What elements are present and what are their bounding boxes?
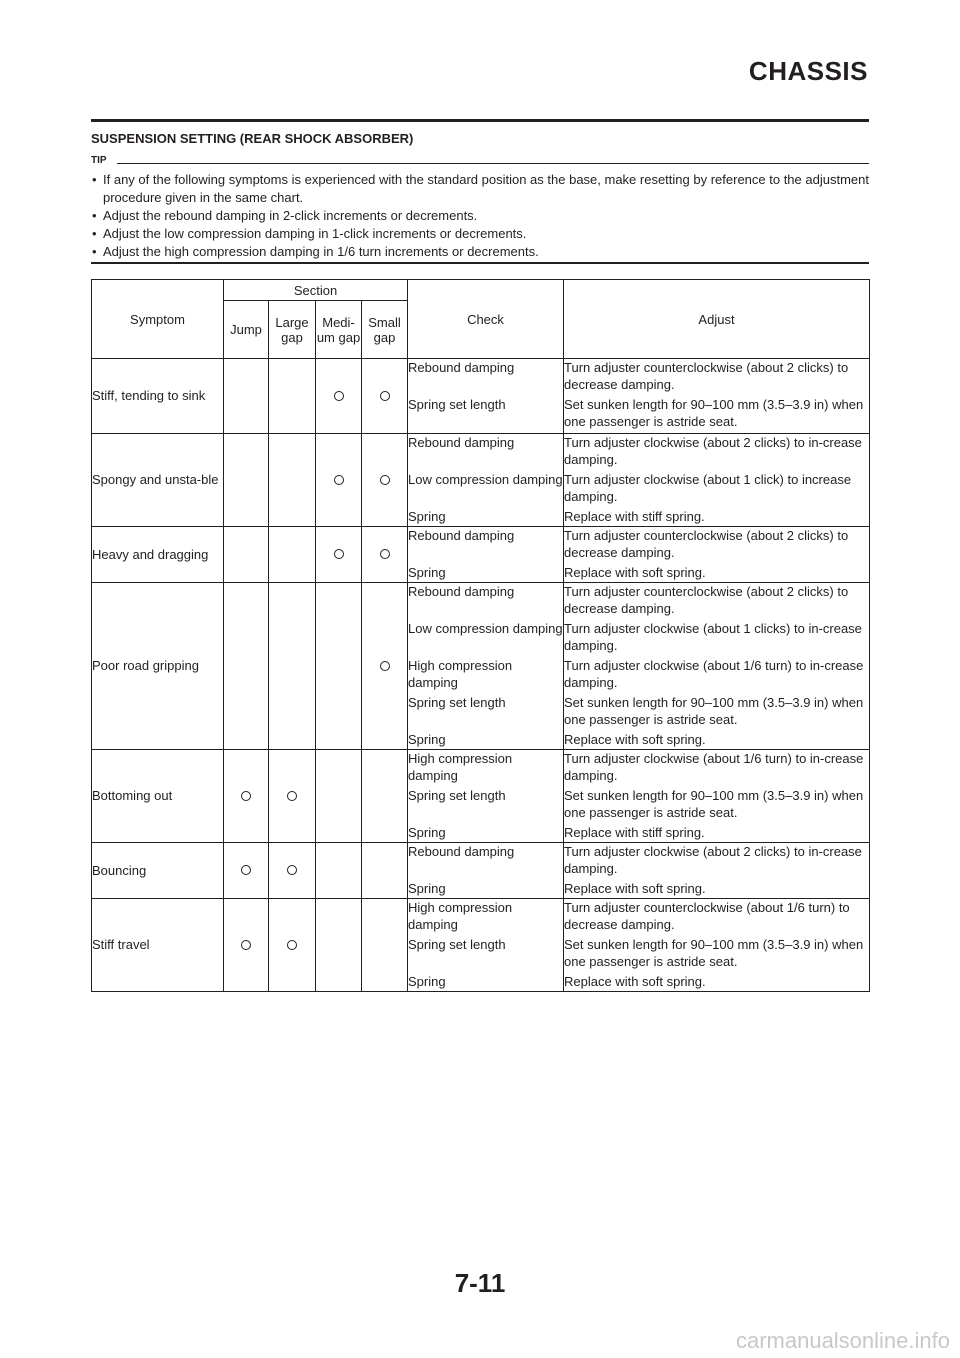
tip-item: • Adjust the rebound damping in 2-click increments or decrements. — [91, 207, 869, 225]
tip-item: • If any of the following symptoms is experienced with the standard position as the base, make resetting by reference to the adjustment procedure given in the same chart. — [91, 171, 869, 207]
circle-mark-icon — [241, 865, 251, 875]
circle-mark-icon — [380, 661, 390, 671]
adjust-cell: Replace with soft spring. — [564, 564, 870, 583]
adjust-cell: Turn adjuster counterclockwise (about 1/6 turn) to decrease damping. — [564, 899, 870, 937]
symptom-cell: Spongy and unsta-ble — [92, 434, 224, 527]
check-cell: Spring — [408, 824, 564, 843]
adjust-cell: Turn adjuster clockwise (about 1 clicks) to in-crease damping. — [564, 620, 870, 657]
mark-cell-small-gap — [362, 583, 408, 750]
adjust-cell: Turn adjuster counterclockwise (about 2 clicks) to decrease damping. — [564, 527, 870, 565]
check-cell: Spring — [408, 973, 564, 992]
symptom-cell: Bouncing — [92, 843, 224, 899]
mark-cell-medium-gap — [316, 899, 362, 992]
circle-mark-icon — [380, 475, 390, 485]
mark-cell-large-gap — [269, 527, 316, 583]
header-section: Section — [224, 280, 408, 301]
mark-cell-jump — [224, 843, 269, 899]
table-row — [92, 527, 870, 565]
table-row — [92, 899, 870, 937]
tip-bottom-rule — [91, 262, 869, 264]
adjust-cell: Turn adjuster clockwise (about 2 clicks) to in-crease damping. — [564, 434, 870, 472]
adjust-cell: Replace with stiff spring. — [564, 824, 870, 843]
adjust-cell: Set sunken length for 90–100 mm (3.5–3.9 in) when one passenger is astride seat. — [564, 396, 870, 434]
mark-cell-medium-gap — [316, 583, 362, 750]
adjust-cell: Turn adjuster counterclockwise (about 2 clicks) to decrease damping. — [564, 583, 870, 621]
adjust-cell: Turn adjuster clockwise (about 1 click) to increase damping. — [564, 471, 870, 508]
tip-item: • Adjust the high compression damping in 1/6 turn increments or decrements. — [91, 243, 869, 261]
mark-cell-large-gap — [269, 359, 316, 434]
symptom-cell: Stiff travel — [92, 899, 224, 992]
mark-cell-jump — [224, 434, 269, 527]
mark-cell-small-gap — [362, 434, 408, 527]
tip-label: TIP — [91, 155, 107, 166]
mark-cell-medium-gap — [316, 843, 362, 899]
symptom-cell: Poor road gripping — [92, 583, 224, 750]
adjust-cell: Set sunken length for 90–100 mm (3.5–3.9 in) when one passenger is astride seat. — [564, 787, 870, 824]
mark-cell-jump — [224, 899, 269, 992]
check-cell: Spring set length — [408, 396, 564, 434]
check-cell: Rebound damping — [408, 843, 564, 881]
circle-mark-icon — [380, 549, 390, 559]
header-adjust: Adjust — [564, 280, 870, 359]
symptom-cell: Heavy and dragging — [92, 527, 224, 583]
check-cell: Spring — [408, 564, 564, 583]
mark-cell-large-gap — [269, 750, 316, 843]
mark-cell-small-gap — [362, 359, 408, 434]
mark-cell-jump — [224, 359, 269, 434]
mark-cell-large-gap — [269, 583, 316, 750]
circle-mark-icon — [334, 475, 344, 485]
check-cell: High compression damping — [408, 750, 564, 788]
header-medium-gap: Medi-um gap — [316, 301, 362, 359]
adjust-cell: Turn adjuster clockwise (about 2 clicks) to in-crease damping. — [564, 843, 870, 881]
check-cell: Spring set length — [408, 936, 564, 973]
header-rule — [91, 119, 869, 122]
check-cell: Spring set length — [408, 694, 564, 731]
adjust-cell: Replace with soft spring. — [564, 880, 870, 899]
mark-cell-small-gap — [362, 843, 408, 899]
check-cell: Low compression damping — [408, 471, 564, 508]
mark-cell-medium-gap — [316, 527, 362, 583]
circle-mark-icon — [334, 391, 344, 401]
circle-mark-icon — [241, 791, 251, 801]
adjust-cell: Replace with stiff spring. — [564, 508, 870, 527]
header-symptom: Symptom — [92, 280, 224, 359]
suspension-settings-table — [91, 279, 870, 992]
circle-mark-icon — [287, 791, 297, 801]
adjust-cell: Replace with soft spring. — [564, 973, 870, 992]
mark-cell-large-gap — [269, 843, 316, 899]
mark-cell-jump — [224, 750, 269, 843]
adjust-cell: Turn adjuster clockwise (about 1/6 turn) to in-crease damping. — [564, 750, 870, 788]
table-row — [92, 583, 870, 621]
page-number: 7-11 — [454, 1268, 506, 1298]
mark-cell-small-gap — [362, 899, 408, 992]
circle-mark-icon — [287, 940, 297, 950]
adjust-cell: Set sunken length for 90–100 mm (3.5–3.9 in) when one passenger is astride seat. — [564, 936, 870, 973]
table-row — [92, 843, 870, 881]
header-check: Check — [408, 280, 564, 359]
mark-cell-medium-gap — [316, 434, 362, 527]
check-cell: Rebound damping — [408, 583, 564, 621]
mark-cell-large-gap — [269, 899, 316, 992]
circle-mark-icon — [380, 391, 390, 401]
check-cell: Low compression damping — [408, 620, 564, 657]
check-cell: Rebound damping — [408, 434, 564, 472]
check-cell: Spring — [408, 508, 564, 527]
tip-rule — [117, 163, 869, 164]
check-cell: High compression damping — [408, 899, 564, 937]
mark-cell-jump — [224, 527, 269, 583]
tip-item: • Adjust the low compression damping in 1-click increments or decrements. — [91, 225, 869, 243]
header-small-gap: Small gap — [362, 301, 408, 359]
check-cell: Spring — [408, 731, 564, 750]
adjust-cell: Set sunken length for 90–100 mm (3.5–3.9 in) when one passenger is astride seat. — [564, 694, 870, 731]
adjust-cell: Replace with soft spring. — [564, 731, 870, 750]
header-jump: Jump — [224, 301, 269, 359]
check-cell: Rebound damping — [408, 527, 564, 565]
check-cell: Spring set length — [408, 787, 564, 824]
mark-cell-large-gap — [269, 434, 316, 527]
check-cell: Rebound damping — [408, 359, 564, 397]
tip-list — [91, 171, 869, 261]
table-row — [92, 359, 870, 397]
page-header-title: CHASSIS — [748, 56, 868, 86]
symptom-cell: Stiff, tending to sink — [92, 359, 224, 434]
mark-cell-small-gap — [362, 750, 408, 843]
mark-cell-jump — [224, 583, 269, 750]
check-cell: High compression damping — [408, 657, 564, 694]
mark-cell-medium-gap — [316, 359, 362, 434]
header-large-gap: Large gap — [269, 301, 316, 359]
mark-cell-medium-gap — [316, 750, 362, 843]
adjust-cell: Turn adjuster counterclockwise (about 2 clicks) to decrease damping. — [564, 359, 870, 397]
mark-cell-small-gap — [362, 527, 408, 583]
symptom-cell: Bottoming out — [92, 750, 224, 843]
section-title: SUSPENSION SETTING (REAR SHOCK ABSORBER) — [91, 131, 414, 146]
adjust-cell: Turn adjuster clockwise (about 1/6 turn) to in-crease damping. — [564, 657, 870, 694]
check-cell: Spring — [408, 880, 564, 899]
table-body — [92, 359, 870, 992]
table-row — [92, 750, 870, 788]
watermark: carmanualsonline.info — [735, 1328, 950, 1353]
circle-mark-icon — [241, 940, 251, 950]
circle-mark-icon — [287, 865, 297, 875]
table-row — [92, 434, 870, 472]
circle-mark-icon — [334, 549, 344, 559]
